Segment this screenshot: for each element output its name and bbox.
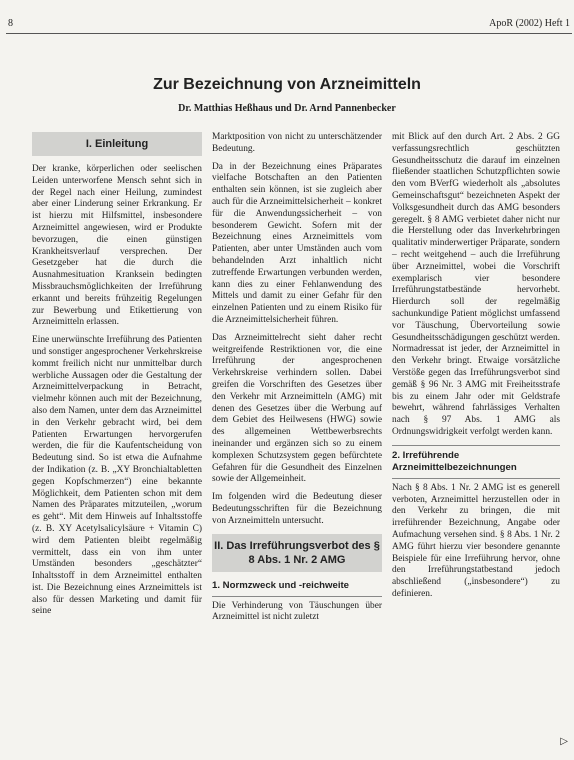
paragraph: Die Verhinderung von Täuschungen über Arzneimittel ist nicht zuletzt (212, 600, 382, 623)
column-1 (32, 132, 202, 624)
paragraph: Der kranke, körperlichen oder seelischen Leiden unterworfene Mensch sehnt sich in der Regel nach einer Heilung, zumindest aber einer Linderung seiner Erkrankung. Er ist hierzu mit Hilfsmittel, insbesondere Arzneimittel angewiesen, wird er Produkte bevorzugen, die einen günstigen Krankheitsverlauf versprechen. Der Gesetzgeber hat die durch die Ausnahmesituation Kranksein bedingten Missbrauchsmöglichkeiten der Irreführung erkannt und bereits frühzeitig Regelungen zur Bewerbung und Etikettierung von Arzneimitteln erlassen. (32, 164, 202, 328)
paragraph: Eine unerwünschte Irreführung des Patienten und sonstiger angesprochener Verkehrskreise kommt freilich nicht nur unmittelbar durch werbliche Aussagen oder die Gestaltung der Arzneimittelverpackung in Betracht, vielmehr können auch mit der Bezeichnung, also dem Namen, unter dem das Arzneimittel in den Verkehr gebracht wird, bei dem Patienten Erwartungen hervorgerufen werden, die für die Kaufentscheidung von Bedeutung sind. So ist etwa die Aufnahme der Indikation (z. B. „XY Bronchialtabletten gegen Kopfschmerzen“) eine bekannte Möglichkeit, dem Patienten schon mit dem Namen des Präparates mitzuteilen, „worum es geht“. Mit dem Hinweis auf Inhaltsstoffe (z. B. XY Acetylsalicylsäure + Vitamin C) wird dem Patienten bleibt regelmäßig vermittelt, dass ein von ihm unter Umständen besonders „geschätzter“ Inhaltsstoff in dem Arzneimittel enthalten ist. Die Bezeichnung eines Arzneimittels ist also für dessen Marketing und damit für seine (32, 335, 202, 617)
column-2 (212, 132, 382, 630)
continue-arrow-icon: ▷ (560, 736, 568, 747)
paragraph: Marktposition von nicht zu unterschätzender Bedeutung. (212, 132, 382, 154)
section-heading-irrefuehrungsverbot: II. Das Irreführungsverbot des § 8 Abs. 1 Nr. 2 AMG (212, 534, 382, 572)
header-divider (6, 33, 572, 34)
paragraph: mit Blick auf den durch Art. 2 Abs. 2 GG verfassungsrechtlich geschützten Gesundheitsschutz die darauf im einzelnen fließender staatlichen Schutzpflichten sowie den vom BVerfG wiederholt als „absolutes Gemeinschaftsgut“ bezeichneten Aspekt der Volksgesundheit durch das AMG besonders geregelt. § 8 AMG verbietet daher nicht nur die Herstellung oder das Inverkehrbringen qualitativ minderwertiger Präparate, sondern – recht weitgehend – auch die Irreführung über Arzneimittel, wobei die Vorschrift exemplarisch vier besondere Irreführungstatbestände hervorhebt. Hierdurch soll der regelmäßig sachunkundige Patient möglichst umfassend vor Täuschung, Übervorteilung sowie Gesundheitsschädigungen geschützt werden. Normadressat ist jeder, der Arzneimittel in den Verkehr bringt. Etwaige vorsätzliche Verstöße gegen das Irreführungsverbot sind gemäß § 96 Nr. 3 AMG mit Freiheitsstrafe bis zu einem Jahr oder mit Geldstrafe bewehrt, während fahrlässiges Verhalten nach § 97 Abs. 1 AMG als Ordnungswidrigkeit verfolgt werden kann. (392, 132, 560, 437)
subheading-divider (392, 478, 560, 479)
journal-reference: ApoR (2002) Heft 1 (489, 18, 570, 29)
paragraph: Da in der Bezeichnung eines Präparates vielfache Botschaften an den Patienten enthalten sein können, ist sie zugleich aber auch für die Arzneimittelsicherheit – konkret für die Anwendungssicherheit – von besonderem Gewicht. Sofern mit der Bezeichnung eines Arzneimittels vom Patienten, aber unter Umständen auch vom behandelnden Arzt inhaltlich nicht zutreffende Erwartungen verbunden werden, kann dies zu einer Fehlanwendung des Mittels und damit zu einer Gefahr für den einzelnen Patienten und zu einem Risiko für die Arzneimittelsicherheit führen. (212, 161, 382, 325)
paragraph: Im folgenden wird die Bedeutung dieser Bedeutungsschriften für die Bezeichnung von Arzneimitteln untersucht. (212, 492, 382, 526)
paragraph: Das Arzneimittelrecht sieht daher recht weitgreifende Restriktionen vor, die eine Irreführung der angesprochenen Verkehrskreise verhindern sollen. Dabei greifen die Vorschriften des Gesetzes über den Verkehr mit Arzneimitteln (AMG) mit denen des Gesetzes über die Werbung auf dem Gebiet des Heilwesens (HWG) sowie des allgemeinen Wettbewerbsrechts ineinander und ergänzen sich so zu einem komplexen Schutzsystem gegen befürchtete Gefahren für die Gesundheit des Einzelnen sowie der Allgemeinheit. (212, 332, 382, 485)
page-number: 8 (8, 18, 13, 29)
article-authors: Dr. Matthias Heßhaus und Dr. Arnd Pannenbecker (178, 103, 396, 114)
article-title: Zur Bezeichnung von Arzneimitteln (153, 76, 421, 93)
subsection-heading: 2. Irreführende Arzneimittelbezeichnungen (392, 449, 517, 473)
subheading-divider (212, 596, 382, 597)
column-3 (392, 132, 560, 607)
subsection-heading: 1. Normzweck und -reichweite (212, 579, 350, 591)
subheading-divider (392, 445, 560, 446)
section-heading-introduction: I. Einleitung (32, 132, 202, 156)
paragraph: Nach § 8 Abs. 1 Nr. 2 AMG ist es generell verboten, Arzneimittel herzustellen oder in den Verkehr zu bringen, die mit irreführender Bezeichnung, Angabe oder Aufmachung versehen sind. § 8 Abs. 1 Nr. 2 AMG führt hierzu vier besondere genannte Beispiele für eine Irreführung hervor, ohne den Irreführungstatbestand jedoch abschließend („insbesondere“) zu definieren. (392, 482, 560, 599)
